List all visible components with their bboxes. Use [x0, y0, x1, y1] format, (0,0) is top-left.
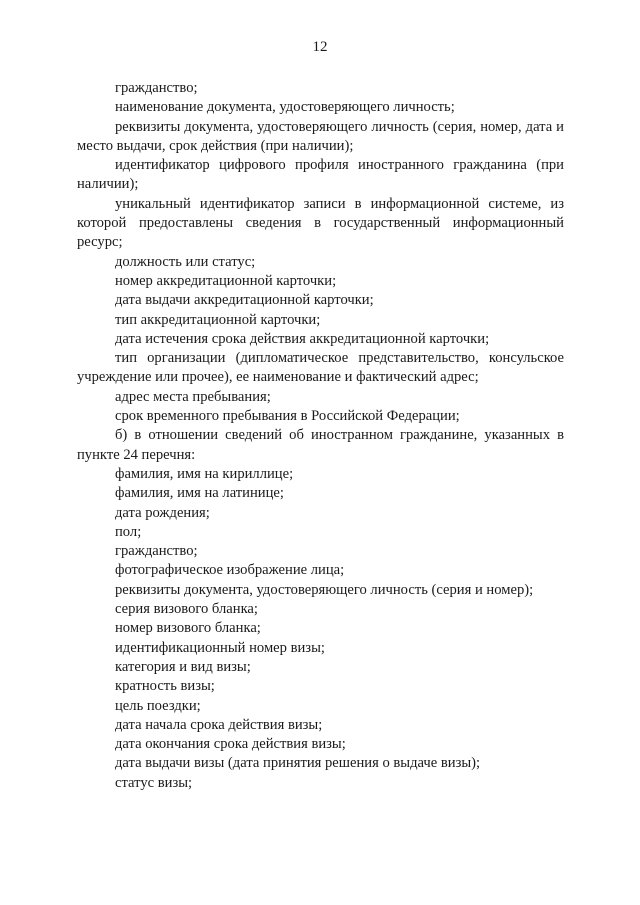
paragraph: идентификационный номер визы; [115, 639, 325, 656]
paragraph: б) в отношении сведений об иностранном гражданине, указанных в пункте 24 перечня: [77, 427, 564, 463]
paragraph: фамилия, имя на латинице; [115, 485, 284, 502]
paragraph: фотографическое изображение лица; [115, 562, 345, 579]
paragraph: дата начала срока действия визы; [115, 716, 323, 733]
document-body [77, 79, 564, 793]
paragraph: серия визового бланка; [115, 601, 258, 618]
paragraph: дата рождения; [115, 504, 210, 521]
paragraph: категория и вид визы; [115, 658, 251, 675]
page-number: 12 [312, 39, 328, 55]
paragraph: тип организации (дипломатическое представительство, консульское учреждение или прочее), ее наименование и фактический адрес; [77, 350, 564, 386]
paragraph: уникальный идентификатор записи в информационной системе, из которой предоставлены сведения в государственный информационный ресурс; [77, 195, 564, 251]
paragraph: номер аккредитационной карточки; [115, 272, 337, 289]
paragraph: пол; [115, 523, 142, 540]
paragraph: цель поездки; [115, 697, 201, 714]
paragraph: статус визы; [115, 774, 193, 791]
paragraph: срок временного пребывания в Российской Федерации; [115, 408, 460, 425]
paragraph: тип аккредитационной карточки; [115, 311, 321, 328]
paragraph: гражданство; [115, 543, 198, 560]
paragraph: реквизиты документа, удостоверяющего личность (серия и номер); [115, 581, 534, 598]
paragraph: наименование документа, удостоверяющего личность; [115, 99, 455, 116]
paragraph: гражданство; [115, 80, 198, 96]
paragraph: дата истечения срока действия аккредитационной карточки; [115, 330, 490, 347]
paragraph: реквизиты документа, удостоверяющего личность (серия, номер, дата и место выдачи, срок действия (при наличии); [77, 118, 564, 154]
paragraph: фамилия, имя на кириллице; [115, 465, 294, 482]
paragraph: идентификатор цифрового профиля иностранного гражданина (при наличии); [77, 157, 564, 193]
paragraph: дата окончания срока действия визы; [115, 736, 346, 753]
paragraph: дата выдачи визы (дата принятия решения о выдаче визы); [115, 755, 481, 772]
paragraph: кратность визы; [115, 678, 215, 695]
paragraph: дата выдачи аккредитационной карточки; [115, 292, 374, 309]
paragraph: адрес места пребывания; [115, 388, 271, 405]
paragraph: должность или статус; [115, 253, 256, 270]
paragraph: номер визового бланка; [115, 620, 261, 637]
